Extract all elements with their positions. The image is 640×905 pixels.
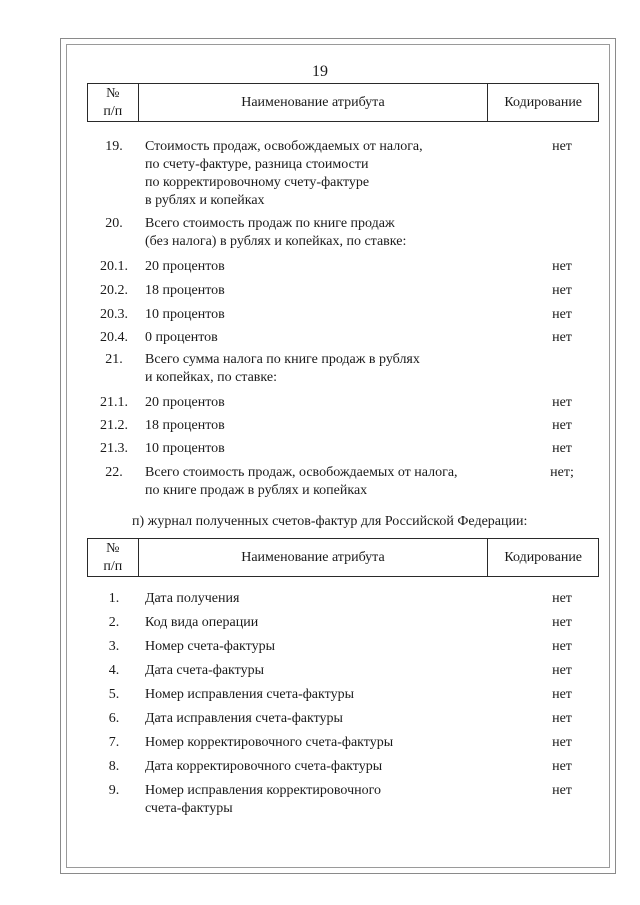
row-attribute-name: Дата корректировочного счета-фактуры	[145, 759, 383, 774]
row-coding: нет	[552, 663, 572, 678]
row-number: 21.3.	[100, 441, 128, 456]
table-header-2	[87, 538, 599, 577]
row-attribute-name: Номер корректировочного счета-фактуры	[145, 735, 394, 750]
row-coding: нет	[552, 687, 572, 702]
header-col-number: № п/п	[88, 84, 139, 122]
row-attribute-name: Номер счета-фактуры	[145, 639, 276, 654]
row-number: 7.	[108, 735, 120, 750]
row-number: 20.3.	[100, 307, 128, 322]
header-col-coding: Кодирование	[488, 539, 599, 577]
row-attribute-name: Всего стоимость продаж, освобождаемых от налога, по книге продаж в рублях и копейках	[145, 465, 458, 498]
row-coding: нет;	[550, 465, 574, 480]
row-number: 9.	[108, 783, 120, 798]
row-number: 2.	[108, 615, 120, 630]
row-number: 22.	[105, 465, 123, 480]
header-col-number: № п/п	[88, 539, 139, 577]
row-number: 6.	[108, 711, 120, 726]
header-col-coding: Кодирование	[488, 84, 599, 122]
row-number: 3.	[108, 639, 120, 654]
row-coding: нет	[552, 441, 572, 456]
header-col-attribute-name: Наименование атрибута	[138, 84, 488, 122]
row-attribute-name: Номер исправления корректировочного счета-фактуры	[145, 783, 381, 816]
row-coding: нет	[552, 259, 572, 274]
row-coding: нет	[552, 639, 572, 654]
row-attribute-name: 0 процентов	[145, 330, 218, 345]
row-coding: нет	[552, 711, 572, 726]
row-coding: нет	[552, 307, 572, 322]
row-number: 21.1.	[100, 395, 128, 410]
section-heading: п) журнал полученных счетов-фактур для Российской Федерации:	[132, 514, 528, 529]
row-attribute-name: 18 процентов	[145, 283, 225, 298]
row-number: 8.	[108, 759, 120, 774]
row-coding: нет	[552, 783, 572, 798]
row-coding: нет	[552, 395, 572, 410]
row-coding: нет	[552, 418, 572, 433]
row-attribute-name: Номер исправления счета-фактуры	[145, 687, 354, 702]
row-number: 19.	[105, 139, 123, 154]
row-number: 5.	[108, 687, 120, 702]
row-number: 20.4.	[100, 330, 128, 345]
row-attribute-name: 20 процентов	[145, 395, 225, 410]
row-coding: нет	[552, 759, 572, 774]
row-number: 20.2.	[100, 283, 128, 298]
row-coding: нет	[552, 330, 572, 345]
row-attribute-name: 10 процентов	[145, 307, 225, 322]
row-attribute-name: 20 процентов	[145, 259, 225, 274]
row-number: 21.2.	[100, 418, 128, 433]
row-number: 20.	[105, 216, 123, 231]
row-number: 1.	[108, 591, 120, 606]
row-attribute-name: Всего сумма налога по книге продаж в рублях и копейках, по ставке:	[145, 352, 420, 385]
header-col-attribute-name: Наименование атрибута	[138, 539, 488, 577]
row-coding: нет	[552, 139, 572, 154]
row-number: 21.	[105, 352, 123, 367]
row-coding: нет	[552, 615, 572, 630]
page-number: 19	[312, 63, 328, 80]
row-attribute-name: Код вида операции	[145, 615, 259, 630]
row-attribute-name: Всего стоимость продаж по книге продаж (без налога) в рублях и копейках, по ставке:	[145, 216, 407, 249]
row-attribute-name: 10 процентов	[145, 441, 225, 456]
row-attribute-name: 18 процентов	[145, 418, 225, 433]
row-attribute-name: Дата счета-фактуры	[145, 663, 264, 678]
row-coding: нет	[552, 283, 572, 298]
row-number: 20.1.	[100, 259, 128, 274]
row-attribute-name: Дата получения	[145, 591, 240, 606]
row-coding: нет	[552, 591, 572, 606]
row-attribute-name: Стоимость продаж, освобождаемых от налога, по счету-фактуре, разница стоимости по корректировочному счету-фактуре в рублях и копейках	[145, 139, 423, 208]
row-number: 4.	[108, 663, 120, 678]
row-attribute-name: Дата исправления счета-фактуры	[145, 711, 343, 726]
row-coding: нет	[552, 735, 572, 750]
table-header-1	[87, 83, 599, 122]
